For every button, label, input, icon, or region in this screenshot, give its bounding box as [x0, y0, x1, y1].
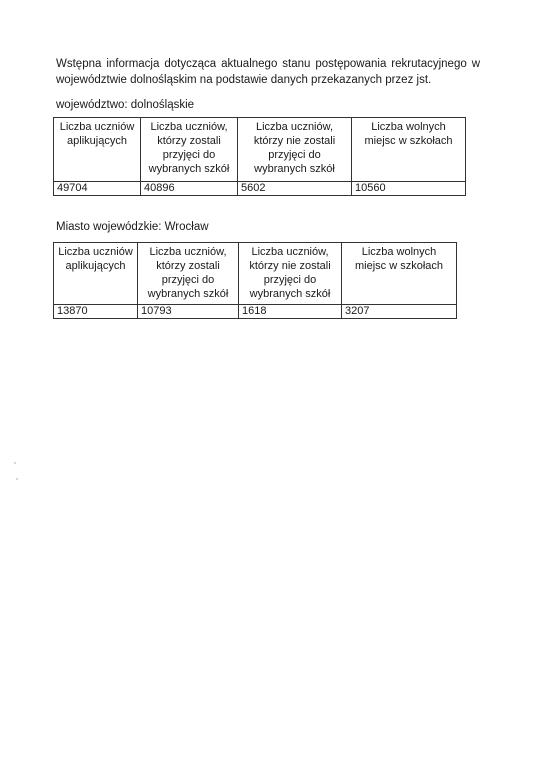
cell-not-admitted: 1618: [239, 305, 342, 319]
scan-speck: [16, 478, 18, 480]
cell-admitted: 40896: [141, 182, 238, 196]
cell-free-places: 10560: [352, 182, 466, 196]
header-not-admitted: Liczba uczniów, którzy nie zostali przyjęci do wybranych szkół: [238, 118, 352, 182]
table-header-row: [54, 243, 457, 305]
header-applicants: Liczba uczniów aplikujących: [54, 118, 141, 182]
header-free-places: Liczba wolnych miejsc w szkołach: [342, 243, 457, 305]
table-row: [54, 182, 466, 196]
voivodeship-table: [53, 117, 466, 196]
cell-free-places: 3207: [342, 305, 457, 319]
cell-applicants: 13870: [54, 305, 138, 319]
cell-admitted: 10793: [138, 305, 239, 319]
header-free-places: Liczba wolnych miejsc w szkołach: [352, 118, 466, 182]
intro-paragraph: Wstępna informacja dotycząca aktualnego stanu postępowania rekrutacyjnego w województwie dolnośląskim na podstawie danych przekazanych przez jst.: [56, 58, 480, 86]
table-row: [54, 305, 457, 319]
voivodeship-label: województwo: dolnośląskie: [56, 99, 195, 111]
cell-not-admitted: 5602: [238, 182, 352, 196]
header-applicants: Liczba uczniów aplikujących: [54, 243, 138, 305]
table-header-row: [54, 118, 466, 182]
header-admitted: Liczba uczniów, którzy zostali przyjęci do wybranych szkół: [138, 243, 239, 305]
header-admitted: Liczba uczniów, którzy zostali przyjęci do wybranych szkół: [141, 118, 238, 182]
city-label: Miasto wojewódzkie: Wrocław: [56, 221, 209, 233]
scan-speck: [14, 462, 16, 464]
city-table: [53, 242, 457, 319]
header-not-admitted: Liczba uczniów, którzy nie zostali przyjęci do wybranych szkół: [239, 243, 342, 305]
cell-applicants: 49704: [54, 182, 141, 196]
